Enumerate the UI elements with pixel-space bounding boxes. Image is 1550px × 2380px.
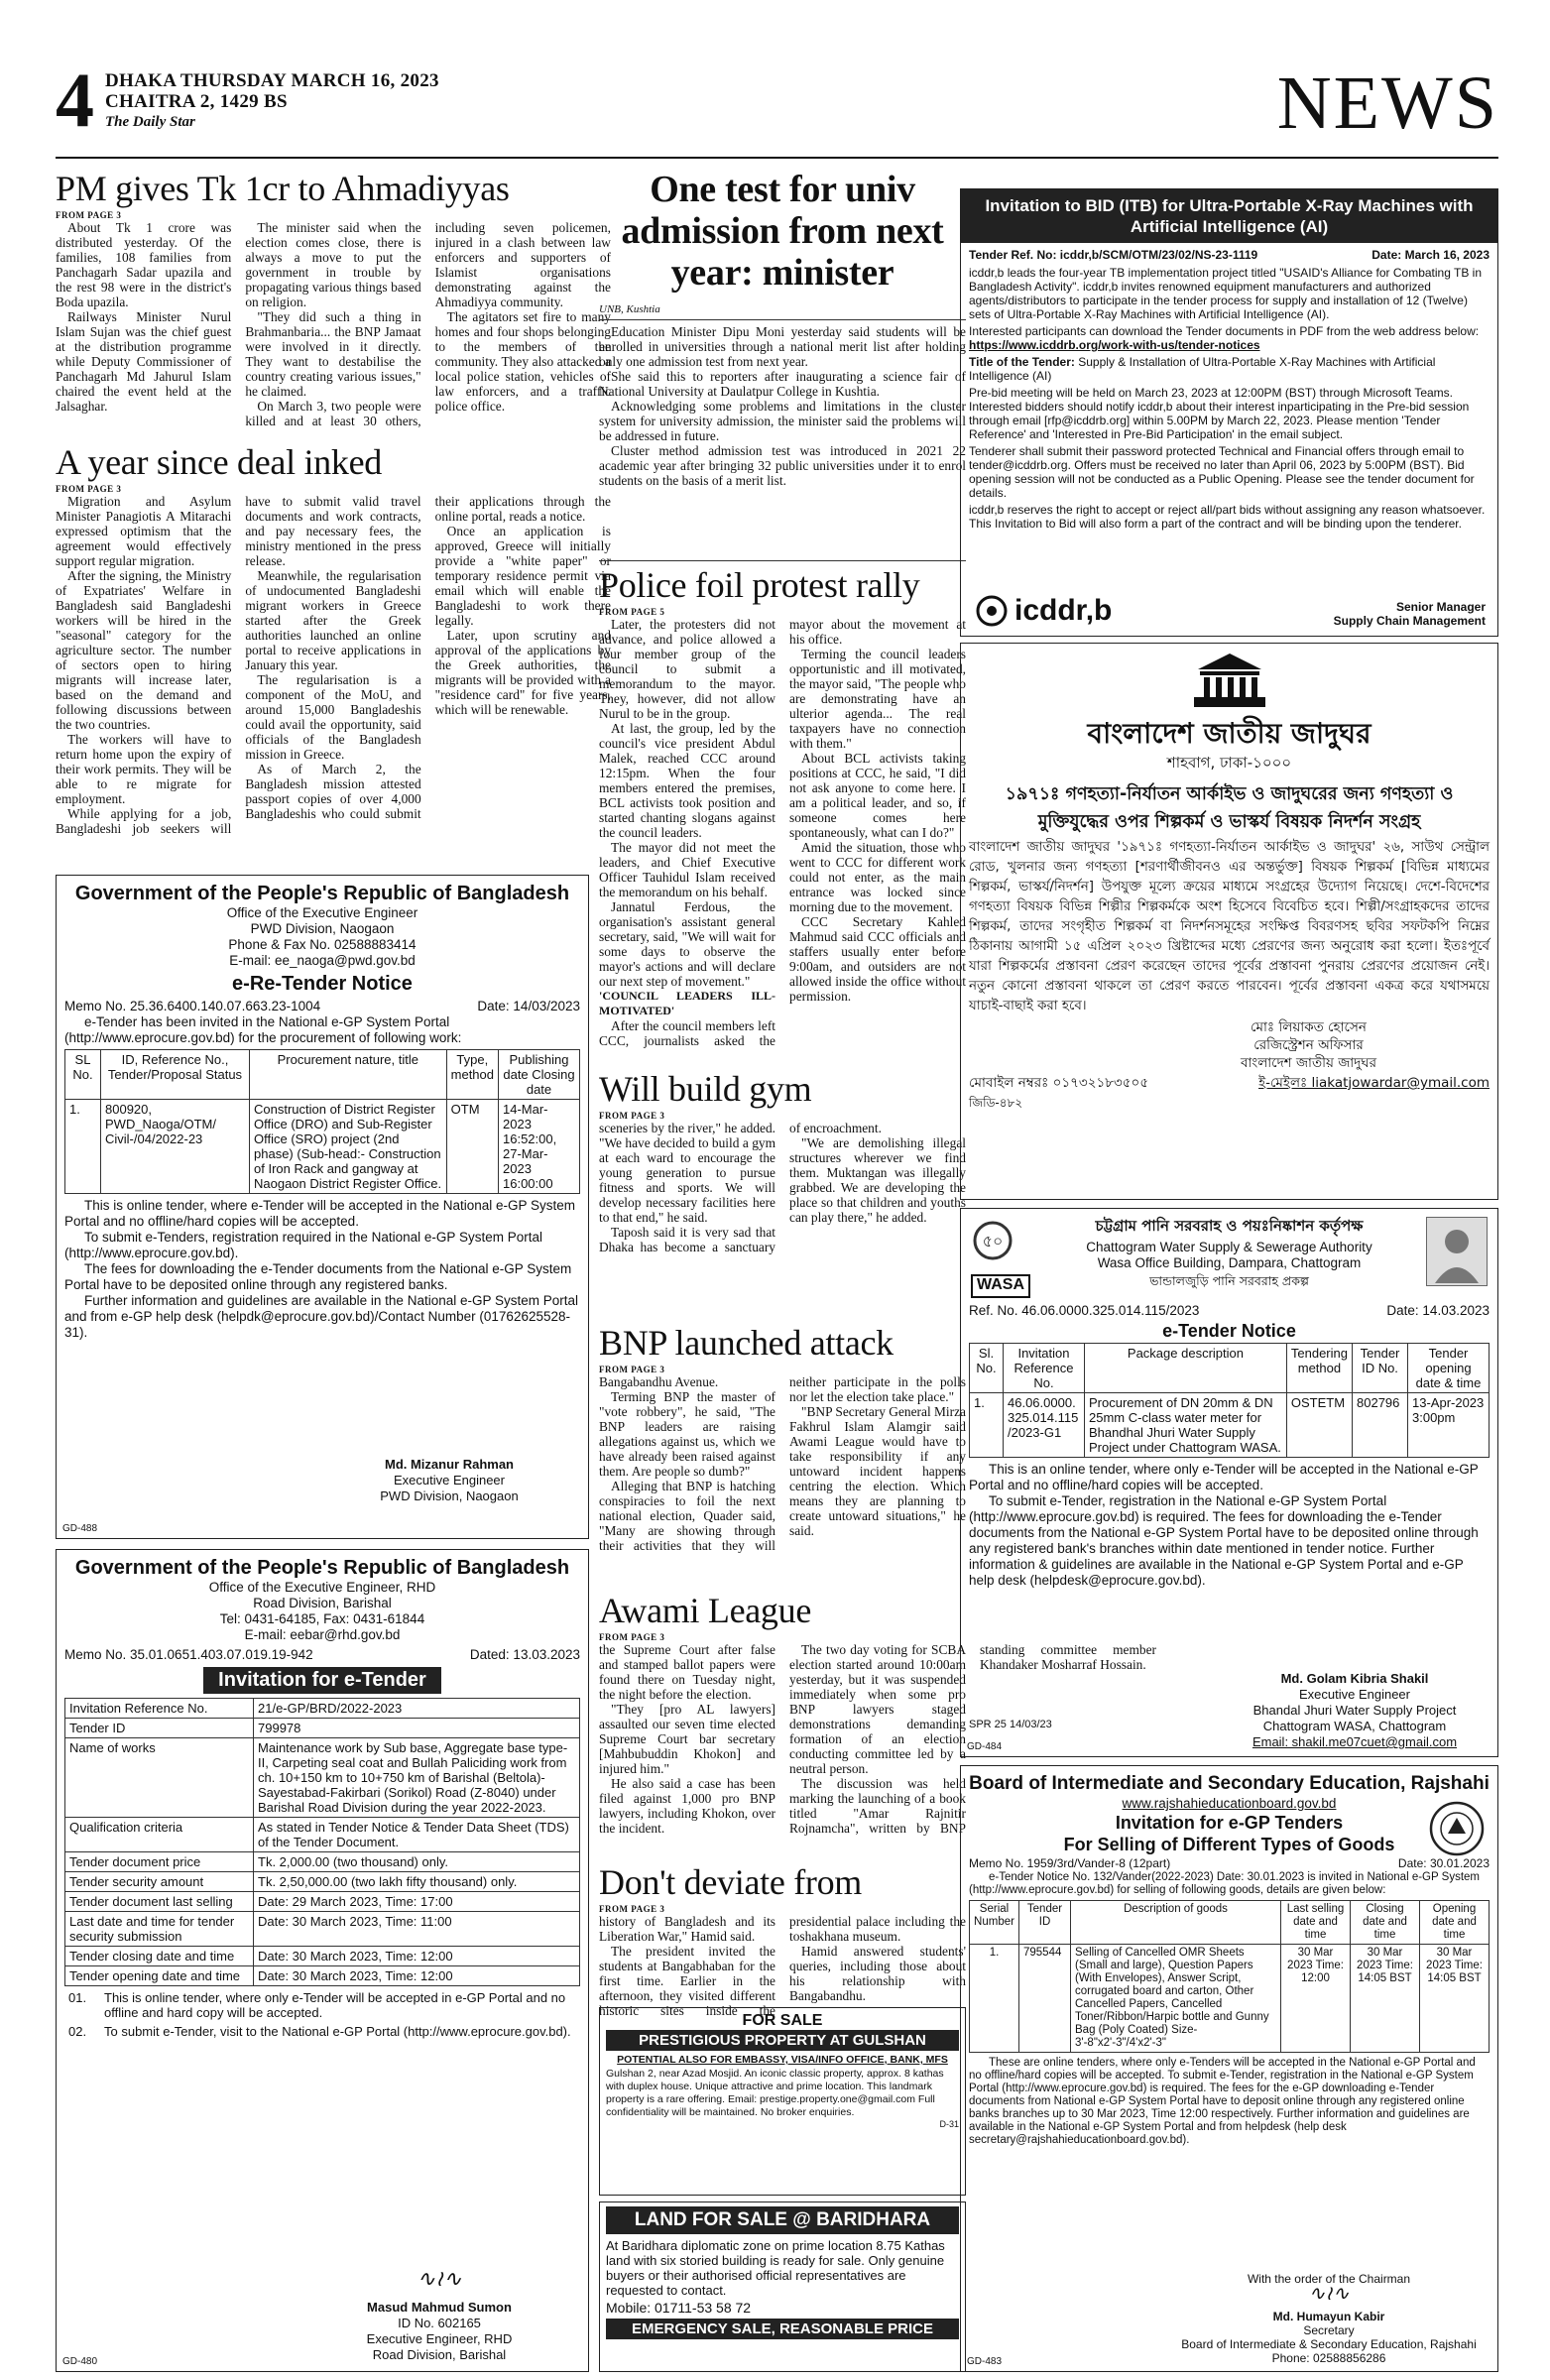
paragraph: After the signing, the Ministry of Expatriates' Welfare in Bangladesh said Bangladeshi workers will be hired in the "seasonal" category for the agriculture sector. The number of sectors open to hiring migrants will increase later, based on the demand and following discussions between the two countries. bbox=[56, 568, 232, 732]
museum-name: বাংলাদেশ জাতীয় জাদুঘর bbox=[1087, 717, 1371, 750]
memo-no: Memo No. 25.36.6400.140.07.663.23-1004 bbox=[64, 999, 321, 1013]
paragraph: Education Minister Dipu Moni yesterday said students will be enrolled in universities through a national merit list after holding only one admission test from next year. bbox=[599, 324, 966, 369]
story-pm-ahmadiyyas bbox=[56, 169, 611, 456]
ad-rajshahi-board bbox=[960, 1765, 1498, 2372]
story-body bbox=[599, 1914, 966, 2018]
th: Package description bbox=[1085, 1344, 1287, 1393]
table-row bbox=[65, 1966, 580, 1986]
table-row bbox=[65, 1912, 580, 1947]
signer-office: বাংলাদেশ জাতীয় জাদুঘর bbox=[1240, 1055, 1377, 1071]
ad-baridhara-land bbox=[599, 2202, 966, 2372]
from-page: FROM PAGE 3 bbox=[599, 1365, 665, 1374]
memo-date: Date: 14/03/2023 bbox=[477, 999, 580, 1013]
td: 30 Mar 2023 Time: 14:05 BST bbox=[1351, 1945, 1420, 2053]
td: Qualification criteria bbox=[65, 1818, 254, 1852]
ad-title: Invitation to BID (ITB) for Ultra-Portable X-Ray Machines with Artificial Intelligence (AI) bbox=[961, 189, 1497, 243]
paragraph: "BNP Secretary General Mirza Fakhrul Islam Alamgir said Awami League would have to take responsibility if any untoward incident happens centring the election. Which means they are planning to create untoward situations," he said. bbox=[789, 1404, 966, 1538]
th: Invitation Reference No. bbox=[1004, 1344, 1085, 1393]
notice-title: ১৯৭১ঃ গণহত্যা-নির্যাতন আর্কাইভ ও জাদুঘরের জন্য গণহত্যা ও মুক্তিযুদ্ধের ওপর শিল্পকর্ম ও ভাস্কর্য বিষয়ক নিদর্শন সংগ্রহ bbox=[1005, 784, 1454, 832]
th: Publishing date Closing date bbox=[499, 1050, 580, 1100]
paragraph: Once an application is approved, Greece will initially provide a "white paper" or temporary residence permit via email which will enable the Bangladeshi to work there legally. bbox=[434, 524, 611, 628]
headline: A year since deal inked bbox=[56, 442, 382, 482]
ref-no: Ref. No. 46.06.0000.325.014.115/2023 bbox=[969, 1303, 1200, 1318]
museum-building-icon bbox=[1190, 650, 1269, 711]
paragraph: sceneries by the river," he added. "We have decided to build a gym at each ward to encourage the young generation to pursue fitness and sports. We will develop necessary facilities here to that end," he said. bbox=[599, 1121, 775, 1225]
ad-chattogram-wasa bbox=[960, 1208, 1498, 1757]
museum-emblem bbox=[969, 650, 1490, 716]
ad-code: GD-488 bbox=[62, 1523, 98, 1534]
paragraph: The two day voting for SCBA election started around 10:00am yesterday, but it was suspended immediately when some pro BNP lawyers staged demonstrations demanding formation of an election conducting committee led by a neutral person. bbox=[789, 1642, 966, 1776]
note: The fees for downloading the e-Tender documents from the National e-GP System Portal have to be deposited online through any registered banks. bbox=[64, 1261, 572, 1292]
ad-office: Office of the Executive Engineer bbox=[226, 905, 418, 920]
ad-notes bbox=[969, 1462, 1490, 1589]
th: Description of goods bbox=[1071, 1901, 1281, 1945]
note: Further information and guidelines are available in the National e-GP System Portal and from e-GP help desk (helpdk@eprocure.gov.bd)/Contact Number (01762625528-31). bbox=[64, 1293, 579, 1340]
paragraph: The agitators set fire to many homes and four shops belonging to the members of the community. They also attacked a local police station, vehicles of law enforcers, and a traffic police office. bbox=[434, 309, 611, 414]
ad-notice: e-Re-Tender Notice bbox=[232, 973, 413, 995]
td: Tk. 2,000.00 (two thousand) only. bbox=[254, 1852, 580, 1872]
td: Date: 30 March 2023, Time: 12:00 bbox=[254, 1966, 580, 1986]
memo-date: Dated: 13.03.2023 bbox=[469, 1647, 580, 1662]
th: Closing date and time bbox=[1351, 1901, 1420, 1945]
paragraph: Cluster method admission test was introduced in 2021 22 academic year after bringing 32 public universities under it to enrol students on the basis of a merit list. bbox=[599, 443, 966, 488]
memo-date: Date: 30.01.2023 bbox=[1397, 1856, 1490, 1870]
bangla-date: CHAITRA 2, 1429 BS bbox=[105, 91, 288, 112]
td: Date: 30 March 2023, Time: 12:00 bbox=[254, 1947, 580, 1966]
td: 800920, PWD_Naoga/OTM/ Civil-/04/2022-23 bbox=[101, 1100, 250, 1194]
td: Tender opening date and time bbox=[65, 1966, 254, 1986]
paragraph: icddr,b reserves the right to accept or reject all/part bids without assigning any reason whatsoever. This Invitation to Bid will also form a part of the contract and will be binding upon the tenderer. bbox=[969, 503, 1486, 531]
th: Procurement nature, title bbox=[250, 1050, 447, 1100]
headline: Will build gym bbox=[599, 1069, 812, 1109]
ad-intro: e-Tender Notice No. 132/Vander(2022-2023) Date: 30.01.2023 is invited in National e-GP System (http://www.eprocure.gov.bd) for selling of following goods, details are given below: bbox=[969, 1871, 1480, 1896]
paragraph: Railways Minister Nurul Islam Sujan was the chief guest at the distribution programme while Deputy Commissioner of Panchagarh Md Jahurul Islam chaired the event held at the Jalsaghar. bbox=[56, 309, 232, 414]
paragraph: About Tk 1 crore was distributed yesterday. Of the families, 108 families from Panchagarh Sadar upazila and the rest 98 were in the district's Boda upazila. bbox=[56, 220, 232, 309]
signature-block bbox=[1180, 2272, 1478, 2365]
signer-title: রেজিস্ট্রেশন অফিসার bbox=[1253, 1037, 1364, 1053]
table-row bbox=[970, 1393, 1490, 1458]
ad-footer: EMERGENCY SALE, REASONABLE PRICE bbox=[606, 2319, 959, 2339]
table-row bbox=[65, 1738, 580, 1818]
section-title: NEWS bbox=[1276, 61, 1498, 145]
authority-name: Chattogram Water Supply & Sewerage Authority bbox=[1086, 1240, 1372, 1254]
paragraph: At last, the group, led by the council's vice president Abdul Malek, reached CCC around 12:15pm. When the four members entered the premises, BCL activists took position and started chanting slogans against the council leaders. bbox=[599, 721, 775, 840]
table-row bbox=[65, 1100, 580, 1194]
signature-block bbox=[969, 1018, 1490, 1072]
td: 01. bbox=[68, 1990, 87, 2005]
ad-title: Government of the People's Republic of Bangladesh bbox=[74, 883, 570, 904]
table-row bbox=[64, 1988, 580, 2022]
paragraph: Later, upon scrutiny and approval of the applications by the Greek authorities, the migrants will be provided with a "residence card" for five years, which will be renewable. bbox=[434, 628, 611, 717]
td: Selling of Cancelled OMR Sheets (Small and large), Question Papers (With Envelopes), Answer Script, corrugated board and carton, Other Cancelled Papers, Cancelled Toner/Ribbon/Harpic bottle and Gunny Bag (Poly Coated) Size-3'-8"x2'-3"/4'x2'-3" bbox=[1071, 1945, 1281, 2053]
paragraph: Interested participants can download the Tender documents in PDF from the web address below: bbox=[969, 324, 1480, 338]
signer-office: Road Division, Barishal bbox=[372, 2347, 507, 2362]
tender-table bbox=[969, 1900, 1490, 2053]
paragraph: Tenderer shall submit their password protected Technical and Financial offers through email to tender@icddrb.org. Offers must be received no later than April 06, 2023 by 5:00PM (BST). Bid opening session will not be conducted as a Public Opening. Please see the tender document for details. bbox=[969, 444, 1475, 500]
td: 1. bbox=[970, 1945, 1019, 2053]
th: Last selling date and time bbox=[1281, 1901, 1351, 1945]
paragraph: The minister said when the election comes close, there is always a move to put the government in trouble by propagating various things based on religion. bbox=[245, 220, 421, 309]
paragraph: Hamid answered students' queries, including those about his relationship with Bangabandhu. bbox=[789, 1944, 966, 2003]
signature-block bbox=[1226, 1671, 1484, 1750]
from-page: FROM PAGE 3 bbox=[599, 1904, 665, 1914]
th: SL No. bbox=[65, 1050, 101, 1100]
authority-office: Wasa Office Building, Dampara, Chattogram bbox=[1097, 1255, 1362, 1270]
signer-name: Md. Mizanur Rahman bbox=[384, 1457, 514, 1472]
memo-line bbox=[64, 999, 580, 1014]
paragraph: As of March 2, the Bangladesh mission attested passport copies of over 4,000 Bangladeshis who could submit their applications through the online portal, reads a notice. bbox=[245, 494, 611, 821]
title-text: Supply & Installation of Ultra-Portable X-Ray Machines with Artificial Intelligence (AI) bbox=[969, 355, 1436, 383]
wasa-logo bbox=[971, 1274, 1030, 1298]
ad-division: PWD Division, Naogaon bbox=[250, 921, 395, 936]
ad-code: GD-484 bbox=[967, 1741, 1003, 1752]
th: Tendering method bbox=[1286, 1344, 1352, 1393]
story-body bbox=[56, 220, 611, 428]
td: Last date and time for tender security submission bbox=[65, 1912, 254, 1947]
project-bn: ভান্ডালজুড়ি পানি সরবরাহ প্রকল্প bbox=[1149, 1273, 1309, 1288]
signature-mark-icon: ∿≀∿ bbox=[417, 2267, 462, 2292]
masthead bbox=[56, 55, 1498, 154]
board-seal-icon bbox=[1428, 1800, 1486, 1857]
subhead: 'COUNCIL LEADERS ILL-MOTIVATED' bbox=[599, 989, 775, 1017]
story-bnp-attack bbox=[599, 1323, 966, 1586]
paragraph: Taposh said it is very sad that Dhaka has become a sanctuary of encroachment. bbox=[599, 1121, 882, 1254]
td: Tender document last selling bbox=[65, 1892, 254, 1912]
spr-code: SPR 25 14/03/23 bbox=[969, 1719, 1052, 1730]
th: Type, method bbox=[446, 1050, 498, 1100]
table-row bbox=[65, 1719, 580, 1738]
th: Tender ID No. bbox=[1353, 1344, 1408, 1393]
signer-email: Email: shakil.me07cuet@gmail.com bbox=[1252, 1734, 1458, 1749]
td: 1. bbox=[970, 1393, 1004, 1458]
story-gym bbox=[599, 1069, 966, 1317]
with-order: With the order of the Chairman bbox=[1247, 2272, 1411, 2286]
ad-sub: POTENTIAL ALSO FOR EMBASSY, VISA/INFO OFFICE, BANK, MFS bbox=[617, 2054, 948, 2066]
email: ই-মেইলঃ liakatjowardar@ymail.com bbox=[1258, 1075, 1490, 1091]
ad-email: E-mail: ee_naoga@pwd.gov.bd bbox=[229, 953, 416, 968]
logo-text: icddr,b bbox=[1014, 594, 1113, 627]
ad-intro: e-Tender has been invited in the National e-GP System Portal (http://www.eprocure.gov.bd) for the procurement of following work: bbox=[64, 1014, 462, 1045]
paragraph: Terming the council leaders opportunistic and ill motivated, the mayor said, "The people who are demonstrating have an ulterior agenda... The real taxpayers have no connection with them." bbox=[789, 647, 966, 751]
signer-title: Secretary bbox=[1303, 2323, 1355, 2337]
td: 46.06.0000. 325.014.115 /2023-G1 bbox=[1004, 1393, 1085, 1458]
th: Sl. No. bbox=[970, 1344, 1004, 1393]
headline: Police foil protest rally bbox=[599, 565, 920, 605]
ad-national-museum bbox=[960, 643, 1498, 1200]
table-row bbox=[65, 1818, 580, 1852]
board-web[interactable]: www.rajshahieducationboard.gov.bd bbox=[1122, 1796, 1337, 1811]
story-body bbox=[599, 617, 966, 1063]
td: Name of works bbox=[65, 1738, 254, 1818]
ad-email: E-mail: eebar@rhd.gov.bd bbox=[244, 1627, 401, 1642]
td: Tender security amount bbox=[65, 1872, 254, 1892]
signer-office: Chattogram WASA, Chattogram bbox=[1262, 1719, 1447, 1733]
paragraph: She said this to reporters after inaugurating a science fair of National University at Daulatpur College in Kushtia. bbox=[599, 369, 966, 399]
mujib-logo-icon bbox=[971, 1219, 1032, 1262]
td: 30 Mar 2023 Time: 14:05 BST bbox=[1420, 1945, 1490, 2053]
signer-id: ID No. 602165 bbox=[398, 2316, 481, 2330]
ad-code: জিডি-৪৮২ bbox=[969, 1096, 1023, 1110]
paragraph: On March 3, two people were killed and at least 30 others, including seven policemen, injured in a clash between law enforcers and supporters of Islamist organisations demonstrating against the Ahmadiyya community. bbox=[245, 220, 611, 428]
td: 21/e-GP/BRD/2022-2023 bbox=[254, 1699, 580, 1719]
story-body bbox=[599, 1121, 966, 1254]
table-row bbox=[65, 1852, 580, 1872]
tender-table bbox=[64, 1049, 580, 1194]
td: To submit e-Tender, visit to the National e-GP Portal (http://www.eprocure.gov.bd). bbox=[104, 2024, 571, 2039]
th: ID, Reference No., Tender/Proposal Status bbox=[101, 1050, 250, 1100]
signature-mark-icon: ∿≀∿ bbox=[1308, 2281, 1350, 2305]
th: Tender opening date & time bbox=[1408, 1344, 1490, 1393]
td: 02. bbox=[68, 2024, 87, 2039]
td: 13-Apr-2023 3:00pm bbox=[1408, 1393, 1490, 1458]
ad-t2: For Selling of Different Types of Goods bbox=[1063, 1835, 1395, 1854]
paragraph: Alleging that BNP is hatching conspiracies to foil the next national election, Quader said, "Many are showing through their activities that they will neither participate in the polls nor let the election take place." bbox=[599, 1374, 966, 1553]
tender-ref: Tender Ref. No: icddr,b/SCM/OTM/23/02/NS-23-1119 bbox=[969, 248, 1258, 262]
signer-title: Executive Engineer, RHD bbox=[366, 2331, 513, 2346]
signer-name: Masud Mahmud Sumon bbox=[367, 2300, 512, 2315]
notice-body: বাংলাদেশ জাতীয় জাদুঘর '১৯৭১ঃ গণহত্যা-নির্যাতন আর্কাইভ ও জাদুঘর' ২৬, সাউথ সেন্ট্রাল রোড, খুলনার জন্য গণহত্যা [শরণার্থীজীবনও এর অন্তর্ভুক্ত] বিষয়ক শিল্পকর্ম [বিভিন্ন মাধ্যমের শিল্পকর্ম, ভাস্কর্য/নিদর্শন] উপযুক্ত মূল্যে ক্রয়ের মাধ্যমে সংগ্রহের উদ্যোগ নিয়েছে। দেশে-বিদেশের গণহত্যা বিষয়ক বিভিন্ন শিল্পীর শিল্পকর্মকে অংশ হিসেবে বিবেচিত হবে। শিল্পী/সংগ্রাহকদের তাদের শিল্পকর্ম, তাদের সংগৃহীত শিল্পকর্ম বা নিদর্শনসমূহের সংক্ষিপ্ত বিবরণসহ ছবির সফটকপি নিম্নের ঠিকানায় আগামী ১৫ এপ্রিল ২০২৩ খ্রিষ্টাব্দের মধ্যে প্রেরণের জন্য অনুরোধ করা হলো। ইতঃপূর্বে যারা শিল্পকর্মের প্রস্তাবনা প্রেরণ করেছেন তাদের পূর্বের প্রস্তাবনা পুনরায় প্রেরণের প্রয়োজন নেই। নতুন কোনো প্রস্তাবনা থাকলে তা প্রেরণ করতে পারবেন। পূর্বের প্রস্তাবনা একত্র করে যথাসময়ে যাচাই-বাছাই করা হবে। bbox=[969, 840, 1490, 1013]
ad-icddrb-itb bbox=[960, 188, 1498, 637]
story-dont-deviate bbox=[599, 1862, 966, 2018]
ad-phone: Tel: 0431-64185, Fax: 0431-61844 bbox=[219, 1611, 425, 1626]
tender-link[interactable]: https://www.icddrb.org/work-with-us/tender-notices bbox=[969, 338, 1260, 352]
ad-code: GD-483 bbox=[967, 2356, 1003, 2367]
paragraph: Terming BNP the master of "vote robbery", he said, "The BNP leaders are raising allegations against us, which we have already been raised against them. Are people so dumb?" bbox=[599, 1389, 775, 1479]
paragraph: The mayor did not meet the leaders, and Chief Executive Officer Tauhidul Islam received the memorandum on his behalf. bbox=[599, 840, 775, 899]
note: To submit e-Tender, registration in the National e-GP System Portal (http://www.eprocure.gov.bd) is required. The fees for downloading the e-Tender documents from the National e-GP System Portal have to be deposited online through any registered bank's branches within date mentioned in tender notice. Further information & guidelines are available in the National e-GP System Portal and e-GP help desk (helpdesk@eprocure.gov.bd). bbox=[969, 1493, 1479, 1588]
td: Maintenance work by Sub base, Aggregate base type-II, Carpeting seal coat and Bullah Paliciding work from ch. 10+150 km to 10+750 km of Barishal (Beltola)-Sayestabad-Fakirbari (Sorikol) Road (Z-8040) under Barishal Road Division during the year 2022-2023. bbox=[254, 1738, 580, 1818]
dateline: DHAKA THURSDAY MARCH 16, 2023 bbox=[105, 70, 439, 91]
memo-line bbox=[969, 1855, 1490, 1871]
paragraph: The workers will have to return home upon the expiry of their work permits. They will be able to re migrate for employment. bbox=[56, 732, 232, 806]
authority-bn-name: চট্টগ্রাম পানি সরবরাহ ও পয়ঃনিষ্কাশন কর্তৃপক্ষ bbox=[1095, 1217, 1364, 1235]
icddrb-logo bbox=[975, 594, 1112, 628]
td: 799978 bbox=[254, 1719, 580, 1738]
wasa-logo-text: WASA bbox=[977, 1276, 1024, 1293]
headline: Awami League bbox=[599, 1591, 811, 1630]
paragraph: "They [pro AL lawyers] assaulted our seven time elected Supreme Court bar secretary [Mahbubuddin Khokon] and injured him." bbox=[599, 1702, 775, 1776]
td: Invitation Reference No. bbox=[65, 1699, 254, 1719]
from-page: FROM PAGE 5 bbox=[599, 607, 665, 617]
mobile: মোবাইল নম্বরঃ ০১৭৩২১৮৩৫০৫ bbox=[969, 1075, 1149, 1091]
paragraph: history of Bangladesh and its Liberation War," Hamid said. bbox=[599, 1914, 775, 1944]
signer-title: Executive Engineer bbox=[393, 1473, 505, 1488]
paragraph: Amid the situation, those who went to CCC for different work could not enter, as the main entrance was locked since morning due to the movement. bbox=[789, 840, 966, 914]
table-row bbox=[64, 2022, 580, 2041]
paragraph: the Supreme Court after false and stamped ballot papers were found there on Tuesday night, the night before the election. bbox=[599, 1642, 775, 1702]
td: Tender closing date and time bbox=[65, 1947, 254, 1966]
ref-date: Date: 14.03.2023 bbox=[1386, 1303, 1490, 1318]
memo-line bbox=[64, 1647, 580, 1663]
ad-office: Office of the Executive Engineer, RHD bbox=[208, 1580, 436, 1595]
paragraph: He also said a case has been filed against 1,000 pro BNP lawyers, including Khokon, over the incident. bbox=[599, 1776, 775, 1836]
td: 795544 bbox=[1019, 1945, 1071, 2053]
headline: BNP launched attack bbox=[599, 1323, 894, 1363]
paragraph: The discussion was held marking the launching of a book titled "Amar Rajnitir Rojnamcha", written by BNP standing committee member Khandaker Mosharraf Hossain. bbox=[789, 1642, 1156, 1836]
ad-notice: e-Tender Notice bbox=[1162, 1321, 1296, 1341]
ad-code: D-31 bbox=[939, 2119, 959, 2129]
ad-notes: These are online tenders, where only e-Tenders will be accepted in the National e-GP Portal and no offline/hard copies will be accepted. To submit e-Tender, registration in the National e-GP System Portal (http://www.eprocure.gov.bd) is required. The fees for the e-GP downloading e-Tender documents from National e-GP System Portal have to deposit online through any registered online banks branches up to 30 Mar 2023, Time 12:00 respectively. Further information and guidelines are available in the National e-GP System Portal and from helpdesk (help desk secretary@rajshahieducationboard.gov.bd). bbox=[969, 2057, 1476, 2146]
paragraph: About BCL activists taking positions at CCC, he said, "I did not ask anyone to come here. I am a political leader, and so, if someone comes here spontaneously, what can I do?" bbox=[789, 751, 966, 840]
signer-title: Senior Manager bbox=[1395, 600, 1486, 614]
table-row bbox=[65, 1892, 580, 1912]
story-police-protest bbox=[599, 560, 966, 1066]
from-page: FROM PAGE 3 bbox=[599, 1111, 665, 1121]
ad-title: PRESTIGIOUS PROPERTY AT GULSHAN bbox=[606, 2030, 959, 2051]
ref-line bbox=[969, 247, 1490, 263]
signer-office: Board of Intermediate & Secondary Education, Rajshahi bbox=[1181, 2337, 1477, 2351]
signature-block bbox=[340, 1457, 558, 1504]
ad-title: Board of Intermediate and Secondary Education, Rajshahi bbox=[969, 1773, 1490, 1794]
ad-barishal-tender bbox=[56, 1549, 589, 2372]
contact-line bbox=[969, 1072, 1490, 1095]
museum-address: শাহবাগ, ঢাকা-১০০০ bbox=[1166, 754, 1292, 772]
table-row bbox=[65, 1699, 580, 1719]
td: OSTETM bbox=[1286, 1393, 1352, 1458]
paragraph: icddr,b leads the four-year TB implementation project titled "USAID's Alliance for Combating TB in Bangladesh Activity". icddr,b invites renowned equipment manufacturers and authorized agents/distributors to participate in the tender process for supply and installation of 12 (Twelve) sets of Ultra-Portable X-Ray Machines with Artificial Intelligence (AI). bbox=[969, 266, 1483, 321]
ad-gulshan-sale bbox=[599, 2007, 966, 2196]
signer-office: Supply Chain Management bbox=[1333, 614, 1486, 628]
paragraph: CCC Secretary Kahled Mahmud said CCC officials and staffers usually enter before 9:00am, and outsiders are not allowed inside the office without permission. bbox=[789, 914, 966, 1004]
from-page: FROM PAGE 3 bbox=[599, 1632, 665, 1642]
signer-name: Md. Golam Kibria Shakil bbox=[1280, 1671, 1429, 1686]
memo-no: Memo No. 1959/3rd/Vander-8 (12part) bbox=[969, 1856, 1171, 1870]
paragraph: Acknowledging some problems and limitations in the cluster system for university admission, the minister said the problems will be addressed in future. bbox=[599, 399, 966, 443]
paragraph: Meanwhile, the regularisation of undocumented Bangladeshi migrant workers in Greece started after the Greek authorities launched an online portal to receive applications in January this year. bbox=[245, 568, 421, 672]
signer-office: PWD Division, Naogaon bbox=[380, 1488, 519, 1503]
headline: Don't deviate from bbox=[599, 1862, 863, 1902]
table-row bbox=[65, 1872, 580, 1892]
ad-title: Government of the People's Republic of Bangladesh bbox=[74, 1557, 570, 1579]
table-row bbox=[65, 1947, 580, 1966]
story-body bbox=[56, 494, 611, 841]
byline: UNB, Kushtia bbox=[599, 303, 660, 315]
paragraph: "We are demolishing illegal structures wherever we find them. Muktangan was illegally grabbed. We are developing the place so that children and youths can play there," he added. bbox=[789, 1135, 966, 1225]
tender-date: Date: March 16, 2023 bbox=[1371, 248, 1490, 262]
signer-title: Executive Engineer bbox=[1298, 1687, 1410, 1702]
td: Tender ID bbox=[65, 1719, 254, 1738]
from-page: FROM PAGE 3 bbox=[56, 210, 122, 220]
ref-line bbox=[969, 1303, 1490, 1319]
th: Serial Number bbox=[970, 1901, 1019, 1945]
td: 30 Mar 2023 Time: 12:00 bbox=[1281, 1945, 1351, 2053]
ad-title: LAND FOR SALE @ BARIDHARA bbox=[606, 2206, 959, 2234]
notes-table bbox=[64, 1988, 580, 2041]
paragraph: Migration and Asylum Minister Panagiotis A Mitarachi expressed optimism that the agreement would effectively support regular migration. bbox=[56, 494, 232, 568]
td: 14-Mar-2023 16:52:00, 27-Mar-2023 16:00:00 bbox=[499, 1100, 580, 1194]
th: Opening date and time bbox=[1420, 1901, 1490, 1945]
td: 802796 bbox=[1353, 1393, 1408, 1458]
newspaper-logo: The Daily Star bbox=[105, 114, 195, 130]
portrait-icon bbox=[1426, 1217, 1488, 1286]
td: This is online tender, where only e-Tender will be accepted in e-GP Portal and no offline and hard copy will be accepted. bbox=[104, 1990, 566, 2020]
tender-table bbox=[64, 1698, 580, 1986]
ad-phone: Phone & Fax No. 02588883414 bbox=[228, 937, 417, 952]
note: To submit e-Tenders, registration required in the National e-GP System Portal (http://www.eprocure.gov.bd). bbox=[64, 1230, 542, 1260]
ad-notes bbox=[64, 1198, 580, 1341]
table-row bbox=[970, 1945, 1490, 2053]
td: Date: 30 March 2023, Time: 11:00 bbox=[254, 1912, 580, 1947]
paragraph: The regularisation is a component of the MoU, and around 15,000 Bangladeshis could avail the opportunity, said officials of the Bangladesh mission in Greece. bbox=[245, 672, 421, 762]
paragraph: Pre-bid meeting will be held on March 23, 2023 at 12:00PM (BST) through Microsoft Teams. Interested bidders should notify icddr,b about their interest inparticipating in the Pre-bid session through email [rfp@icddrb.org] within 5.00PM by March 22, 2023. Please mention 'Tender Reference' and 'Interested in Pre-Bid Participation' in the email subject. bbox=[969, 386, 1470, 441]
title-label: Title of the Tender: bbox=[969, 355, 1075, 369]
td: 1. bbox=[65, 1100, 101, 1194]
signer-project: Bhandal Jhuri Water Supply Project bbox=[1252, 1703, 1457, 1718]
paragraph: Jannatul Ferdous, the organisation's assistant general secretary, said, "We will wait for some days to observe the mayor's actions and will declare our next step of movement." bbox=[599, 899, 775, 989]
from-page: FROM PAGE 3 bbox=[56, 484, 122, 494]
headline: PM gives Tk 1cr to Ahmadiyyas bbox=[56, 169, 510, 208]
signer-phone: Phone: 02588856286 bbox=[1271, 2351, 1386, 2365]
tender-table bbox=[969, 1343, 1490, 1458]
ad-banner: Invitation for e-Tender bbox=[203, 1667, 441, 1694]
td: Tk. 2,50,000.00 (two lakh fifty thousand) only. bbox=[254, 1872, 580, 1892]
td: Construction of District Register Office (DRO) and Sub-Register Office (SRO) project (2nd phase) (Sub-head:- Construction of Iron Rack and gangway at Naogaon District Register Office. bbox=[250, 1100, 447, 1194]
memo-no: Memo No. 35.01.0651.403.07.019.19-942 bbox=[64, 1647, 313, 1662]
td: Tender document price bbox=[65, 1852, 254, 1872]
ad-body: At Baridhara diplomatic zone on prime location 8.75 Kathas land with six storied building is ready for sale. Only genuine buyers or their authorised official representatives are requested to contact. bbox=[606, 2238, 945, 2298]
story-body bbox=[599, 324, 966, 488]
paragraph: The president invited the students at Bangabhaban for the first time. Earlier in the afternoon, they visited different historic sites inside the presidential palace including the toshakhana museum. bbox=[599, 1914, 966, 2018]
paragraph: Later, the protesters did not advance, and police allowed a four member group of the council to submit a memorandum to the mayor. They, however, did not allow Nurul to be in the group. bbox=[599, 617, 775, 721]
ad-t1: Invitation for e-GP Tenders bbox=[1115, 1813, 1344, 1833]
note: This is online tender, where e-Tender will be accepted in the National e-GP System Portal and no offline/hard copies will be accepted. bbox=[64, 1198, 576, 1229]
story-univ-admission bbox=[599, 169, 966, 585]
ad-label: FOR SALE bbox=[742, 2012, 823, 2029]
ad-division: Road Division, Barishal bbox=[253, 1596, 392, 1610]
paragraph: After the council members left CCC, journalists asked the mayor about the movement at his office. bbox=[599, 617, 966, 1048]
ad-body: Gulshan 2, near Azad Mosjid. An iconic classic property, approx. 8 kathas with duplex house. Unique attractive and prime location. This landmark property is a rare offering. Email: prestige.property.one@gmail.com Full confidentiality will be maintained. No broker enquiries. bbox=[606, 2068, 944, 2118]
masthead-rule bbox=[56, 157, 1498, 159]
story-deal-inked bbox=[56, 442, 611, 839]
ad-mobile: Mobile: 01711-53 58 72 bbox=[606, 2300, 752, 2316]
story-body bbox=[599, 1374, 966, 1553]
paragraph: "They did such a thing in Brahmanbaria... the BNP Jamaat were involved in it directly. They want to destabilise the country creating various issues," he claimed. bbox=[245, 309, 421, 399]
headline: One test for univ admission from next year: minister bbox=[621, 169, 944, 294]
ad-code: GD-480 bbox=[62, 2356, 98, 2367]
td: Procurement of DN 20mm & DN 25mm C-class water meter for Bhandhal Jhuri Water Supply Project under Chattogram WASA. bbox=[1085, 1393, 1287, 1458]
icddrb-logo-icon bbox=[975, 594, 1009, 628]
signer-name: মোঃ লিয়াকত হোসেন bbox=[1251, 1019, 1367, 1035]
ad-naogaon-tender bbox=[56, 875, 589, 1539]
paragraph: While applying for a job, Bangladeshi job seekers will have to submit valid travel documents and work contracts, and pay necessary fees, the ministry mentioned in the press release. bbox=[56, 494, 421, 836]
page-number: 4 bbox=[56, 57, 94, 143]
signature-block bbox=[1334, 600, 1486, 628]
td: OTM bbox=[446, 1100, 498, 1194]
note: This is an online tender, where only e-Tender will be accepted in the National e-GP Portal and no offline/hard copies will be accepted. bbox=[969, 1462, 1479, 1492]
signer-name: Md. Humayun Kabir bbox=[1272, 2310, 1385, 2323]
td: As stated in Tender Notice & Tender Data Sheet (TDS) of the Tender Document. bbox=[254, 1818, 580, 1852]
paragraph: Bangabandhu Avenue. bbox=[599, 1374, 719, 1389]
svg-text:৫০: ৫০ bbox=[982, 1232, 1004, 1250]
signature-block bbox=[330, 2267, 548, 2363]
th: Tender ID bbox=[1019, 1901, 1071, 1945]
td: Date: 29 March 2023, Time: 17:00 bbox=[254, 1892, 580, 1912]
